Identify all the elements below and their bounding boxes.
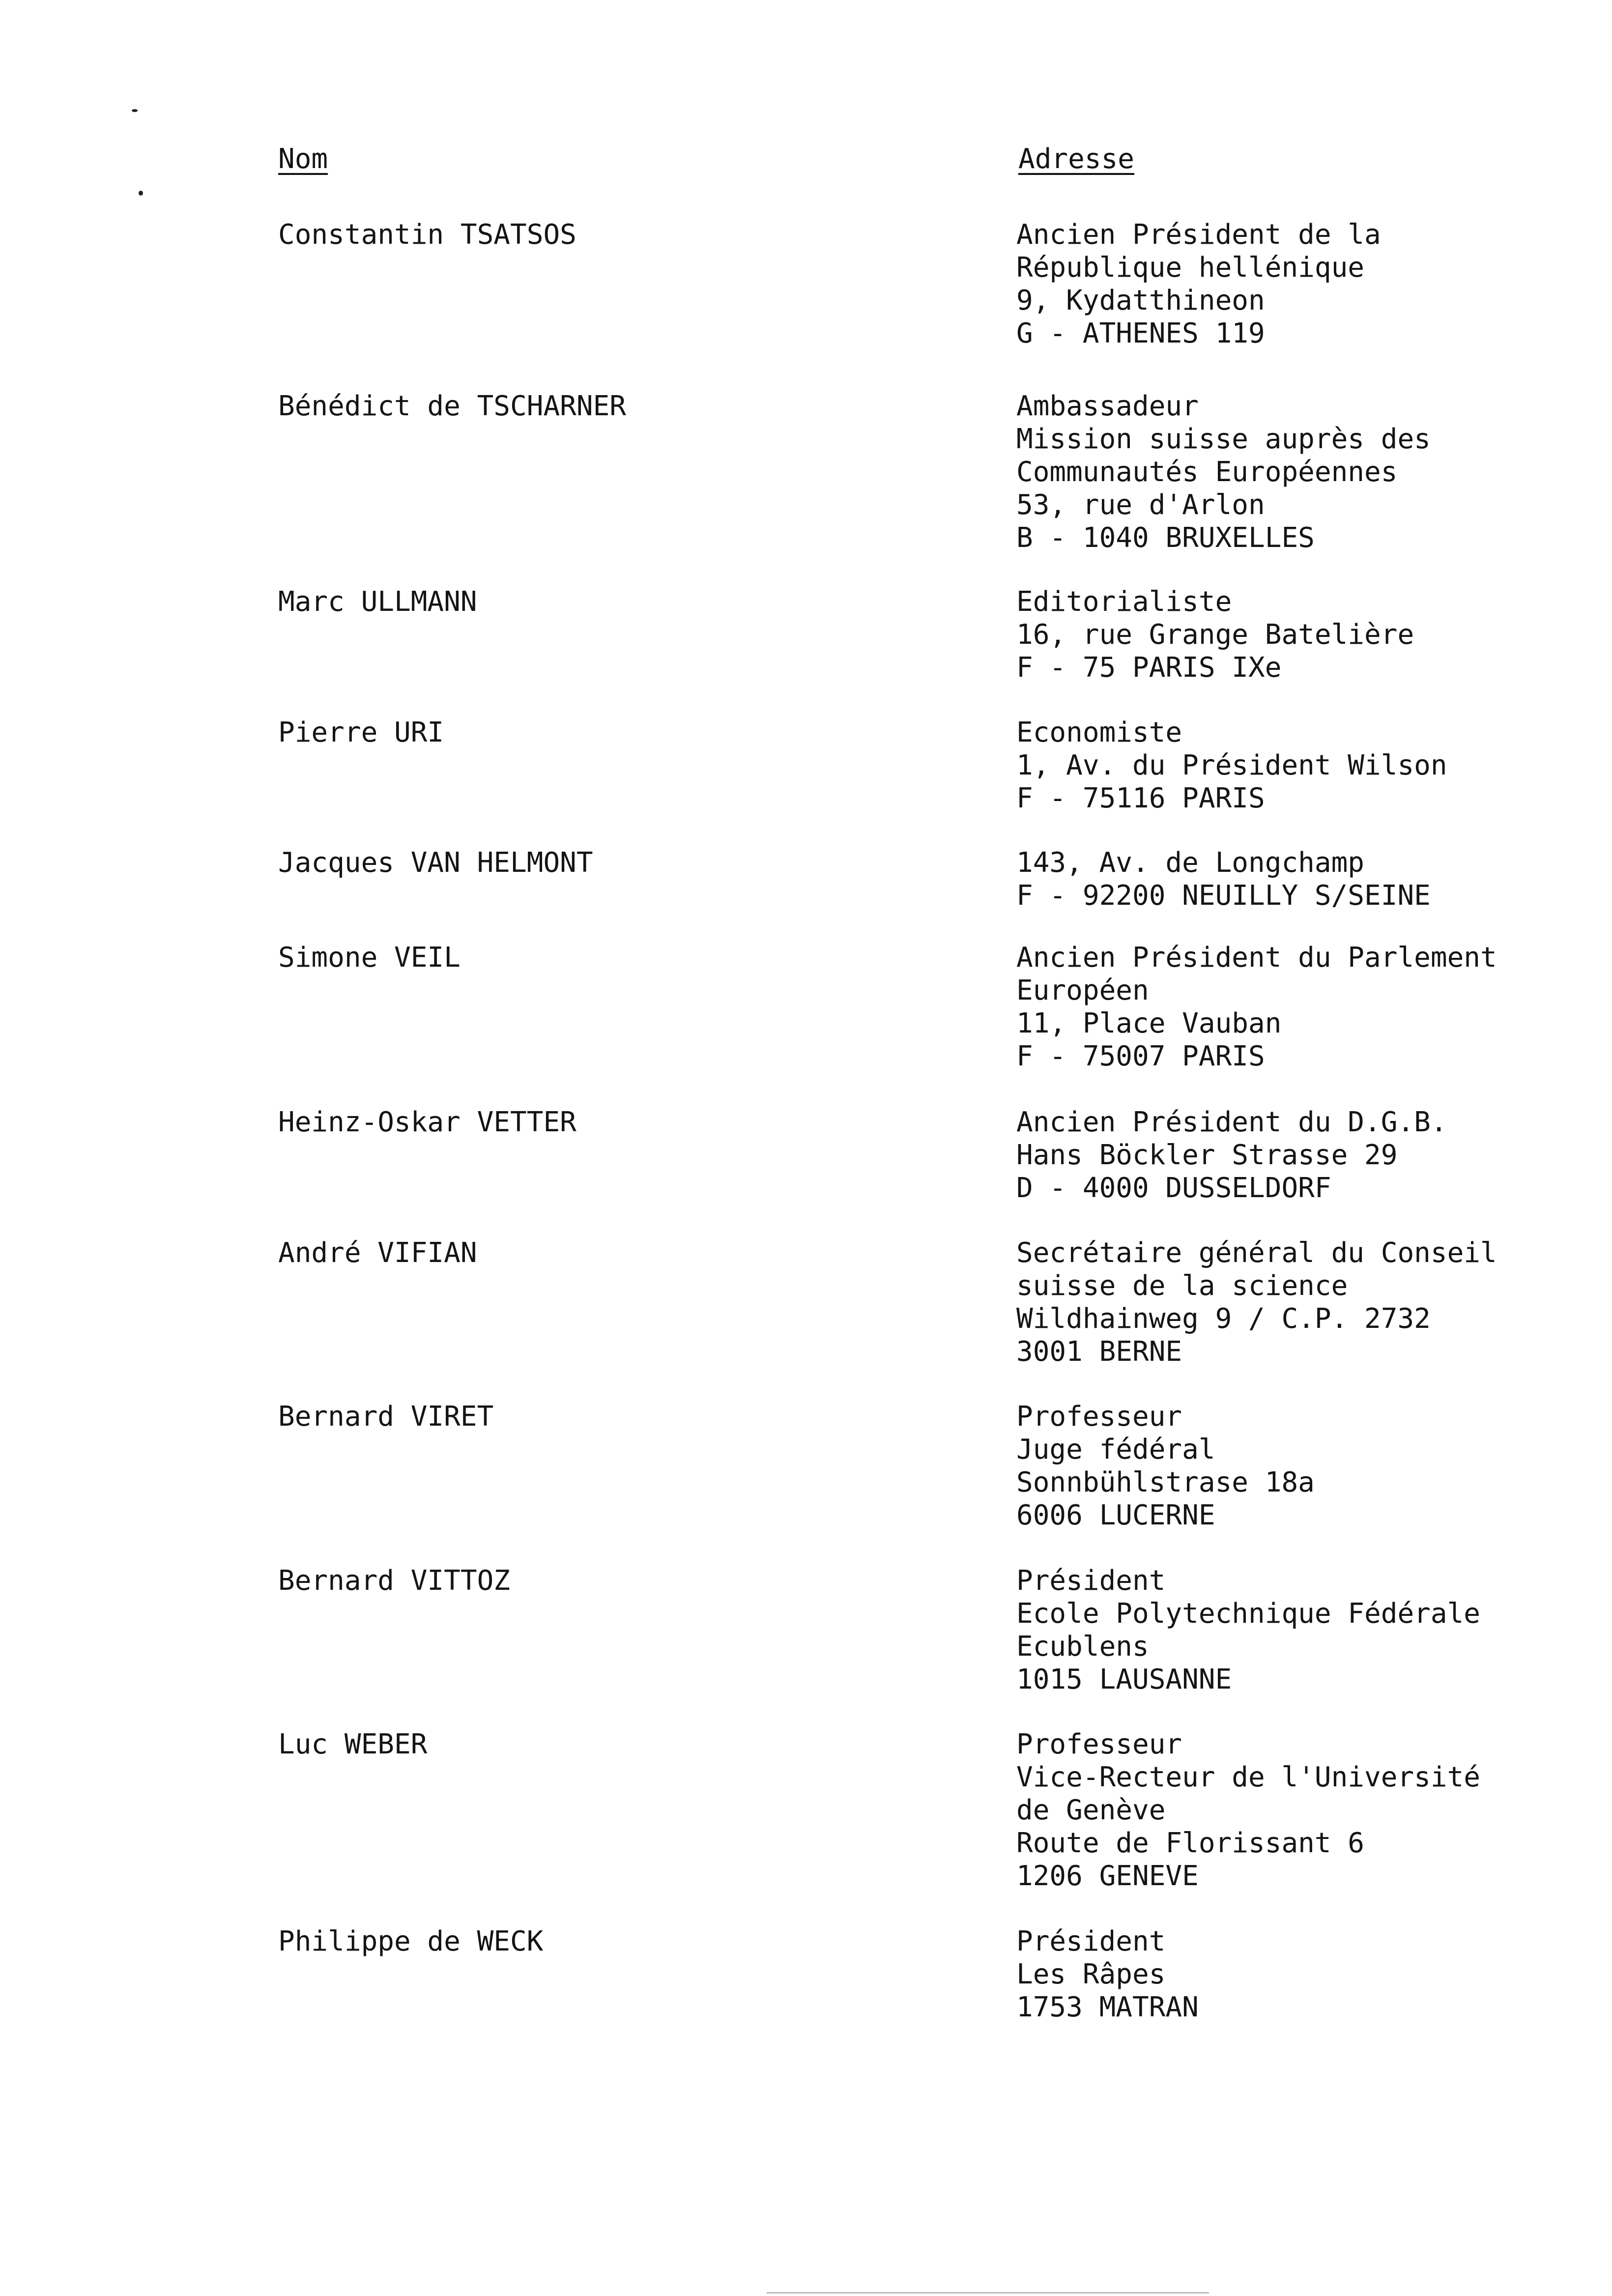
address-line: 3001 BERNE — [1016, 1336, 1182, 1368]
address-line: Route de Florissant 6 — [1016, 1827, 1365, 1859]
entry-name: André VIFIAN — [278, 1237, 477, 1269]
address-line: F - 75007 PARIS — [1016, 1040, 1265, 1072]
address-line: Juge fédéral — [1016, 1434, 1215, 1465]
address-line: Professeur — [1016, 1401, 1182, 1433]
entry-address — [1016, 390, 1582, 554]
address-line: Ecole Polytechnique Fédérale — [1016, 1598, 1481, 1630]
address-line: Ancien Président du D.G.B. — [1016, 1106, 1447, 1138]
entry-name: Luc WEBER — [278, 1728, 428, 1760]
entry-address — [1016, 1236, 1582, 1368]
address-line: Ancien Président du Parlement — [1016, 942, 1497, 974]
entry-name: Philippe de WECK — [278, 1925, 544, 1957]
entry-name: Bernard VITTOZ — [278, 1565, 511, 1597]
address-line: 9, Kydatthineon — [1016, 285, 1265, 316]
address-line: 6006 LUCERNE — [1016, 1499, 1215, 1531]
entry-address — [1016, 1400, 1582, 1532]
address-line: Président — [1016, 1565, 1166, 1597]
entry-name: Pierre URI — [278, 717, 444, 748]
entry-address — [1016, 1564, 1582, 1696]
address-line: F - 75116 PARIS — [1016, 782, 1265, 814]
entry-address — [1016, 1925, 1582, 2024]
address-line: Hans Böckler Strasse 29 — [1016, 1139, 1398, 1171]
address-line: D - 4000 DUSSELDORF — [1016, 1172, 1331, 1204]
address-line: Wildhainweg 9 / C.P. 2732 — [1016, 1303, 1431, 1335]
entry-name: Marc ULLMANN — [278, 586, 477, 618]
address-line: 11, Place Vauban — [1016, 1007, 1282, 1039]
scan-speck — [139, 191, 143, 196]
address-line: 53, rue d'Arlon — [1016, 489, 1265, 521]
entry-name: Bénédict de TSCHARNER — [278, 390, 627, 422]
address-line: 1753 MATRAN — [1016, 1991, 1199, 2023]
address-line: Communautés Européennes — [1016, 456, 1398, 488]
address-line: F - 92200 NEUILLY S/SEINE — [1016, 880, 1431, 912]
entry-address — [1016, 1728, 1582, 1893]
entry-name: Heinz-Oskar VETTER — [278, 1106, 576, 1138]
address-line: Ambassadeur — [1016, 390, 1199, 422]
address-line: Economiste — [1016, 717, 1182, 748]
scan-speck — [132, 109, 138, 112]
column-header-name: Nom — [278, 143, 328, 175]
entry-name: Jacques VAN HELMONT — [278, 847, 593, 879]
address-line: 1015 LAUSANNE — [1016, 1664, 1232, 1695]
address-line: 16, rue Grange Batelière — [1016, 619, 1414, 651]
entry-address — [1016, 716, 1582, 815]
entry-name: Constantin TSATSOS — [278, 219, 576, 251]
address-line: suisse de la science — [1016, 1270, 1348, 1302]
address-line: Mission suisse auprès des — [1016, 423, 1431, 455]
address-line: 143, Av. de Longchamp — [1016, 847, 1365, 879]
address-line: 1, Av. du Président Wilson — [1016, 749, 1447, 781]
address-line: Professeur — [1016, 1728, 1182, 1760]
address-line: République hellénique — [1016, 252, 1365, 284]
address-line: G - ATHENES 119 — [1016, 317, 1265, 349]
address-line: 1206 GENEVE — [1016, 1860, 1199, 1892]
entry-address — [1016, 1106, 1582, 1205]
address-line: Européen — [1016, 975, 1149, 1006]
entry-address — [1016, 585, 1582, 684]
address-line: Ancien Président de la — [1016, 219, 1381, 251]
address-line: Sonnbühlstrase 18a — [1016, 1466, 1315, 1498]
entry-address — [1016, 218, 1582, 350]
page-edge-rule — [767, 2292, 1209, 2294]
address-line: Les Râpes — [1016, 1958, 1166, 1990]
address-line: Ecublens — [1016, 1631, 1149, 1663]
address-line: Secrétaire général du Conseil — [1016, 1237, 1497, 1269]
entry-address — [1016, 941, 1582, 1073]
entry-name: Simone VEIL — [278, 942, 461, 974]
address-line: Editorialiste — [1016, 586, 1232, 618]
column-header-address: Adresse — [1018, 143, 1135, 175]
address-line: B - 1040 BRUXELLES — [1016, 522, 1315, 554]
entry-name: Bernard VIRET — [278, 1401, 494, 1433]
address-line: Vice-Recteur de l'Université — [1016, 1761, 1481, 1793]
address-line: de Genève — [1016, 1794, 1166, 1826]
entry-address — [1016, 846, 1582, 912]
address-line: Président — [1016, 1925, 1166, 1957]
address-line: F - 75 PARIS IXe — [1016, 652, 1282, 684]
